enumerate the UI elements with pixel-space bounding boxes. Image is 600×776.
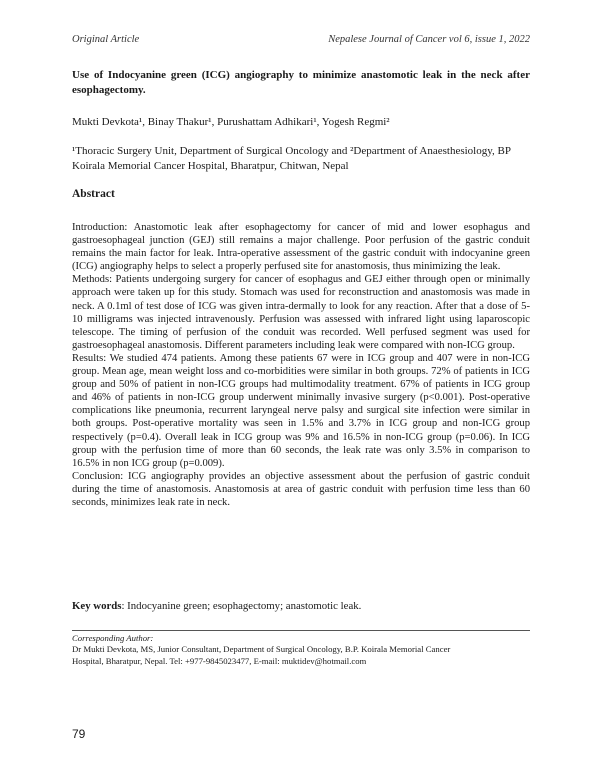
abstract-results: Results: We studied 474 patients. Among these patients 67 were in ICG group and 407 were in non-ICG group. Mean age, mean weight loss and co-morbidities were similar in both groups. 72% of patients in ICG group and 50% of patient in non-ICG groups had multimodality treatment. 67% of patients in ICG group and 46% of patients in non-ICG group underwent minimally invasive surgery (p<0.001). Post-operative complications like pneumonia, recurrent laryngeal nerve palsy and surgical site infection were similar in both groups. Post-operative mortality was seen in 1.5% and 3.7% in ICG group and non-ICG group respectively (p=0.4). Overall leak in ICG group was 9% and 16.5% in non-ICG group (p=0.06). In ICG group with the perfusion time of more than 60 seconds, the leak rate was only 3.5% in comparison to 16.5% in non ICG group (p=0.009).	[72, 352, 530, 469]
corresponding-line-1: Dr Mukti Devkota, MS, Junior Consultant, Department of Surgical Oncology, B.P. Koirala Memorial Cancer	[72, 644, 451, 655]
author-list: Mukti Devkota¹, Binay Thakur¹, Purushattam Adhikari¹, Yogesh Regmi²	[72, 116, 390, 128]
article-type: Original Article	[72, 34, 140, 45]
keywords	[72, 600, 530, 612]
keywords-label: Key words	[72, 600, 122, 612]
corresponding-line-2: Hospital, Bharatpur, Nepal. Tel: +977-9845023477, E-mail: muktidev@hotmail.com	[72, 655, 367, 666]
abstract-introduction: Introduction: Anastomotic leak after esophagectomy for cancer of mid and lower esophagus and gastroesophageal junction (GEJ) still remains a major challenge. Poor perfusion of the gastric conduit remains the main factor for leak. Intra-operative assessment of the gastric conduit with indocyanine green (ICG) angiography helps to select a properly perfused site for anastomosis, thus minimizing the leak.	[72, 222, 530, 273]
page-number: 79	[72, 727, 86, 741]
journal-info: Nepalese Journal of Cancer vol 6, issue 1, 2022	[328, 34, 530, 45]
corresponding-heading: Corresponding Author:	[72, 633, 154, 643]
keywords-text: : Indocyanine green; esophagectomy; anastomotic leak.	[121, 600, 362, 612]
corresponding-author-box	[72, 630, 530, 667]
affiliations: ¹Thoracic Surgery Unit, Department of Surgical Oncology and ²Department of Anaesthesiology, BP Koirala Memorial Cancer Hospital, Bharatpur, Chitwan, Nepal	[72, 145, 511, 172]
abstract-conclusion: Conclusion: ICG angiography provides an objective assessment about the perfusion of gastric conduit during the time of anastomosis. Anastomosis at area of gastric conduit with perfusion time less than 60 seconds, minimizes leak rate in neck.	[72, 470, 530, 508]
abstract-body	[72, 221, 530, 509]
article-title: Use of Indocyanine green (ICG) angiography to minimize anastomotic leak in the neck after esophagectomy.	[72, 69, 530, 96]
abstract-heading: Abstract	[72, 188, 115, 200]
abstract-methods: Methods: Patients undergoing surgery for cancer of esophagus and GEJ either through open or minimally approach were taken up for this study. Stomach was used for reconstruction and anastomosis was made in neck. A 0.1ml of test dose of ICG was given intra-dermally to look for any reaction. After that a dose of 5-10 milligrams was injected intravenously. Perfusion was assessed with infrared light using laparoscopic telescope. The timing of perfusion of the conduit was recorded. Well perfused segment was used for gastroesophageal anastomosis. Different parameters including leak were compared with non-ICG group.	[72, 274, 530, 351]
